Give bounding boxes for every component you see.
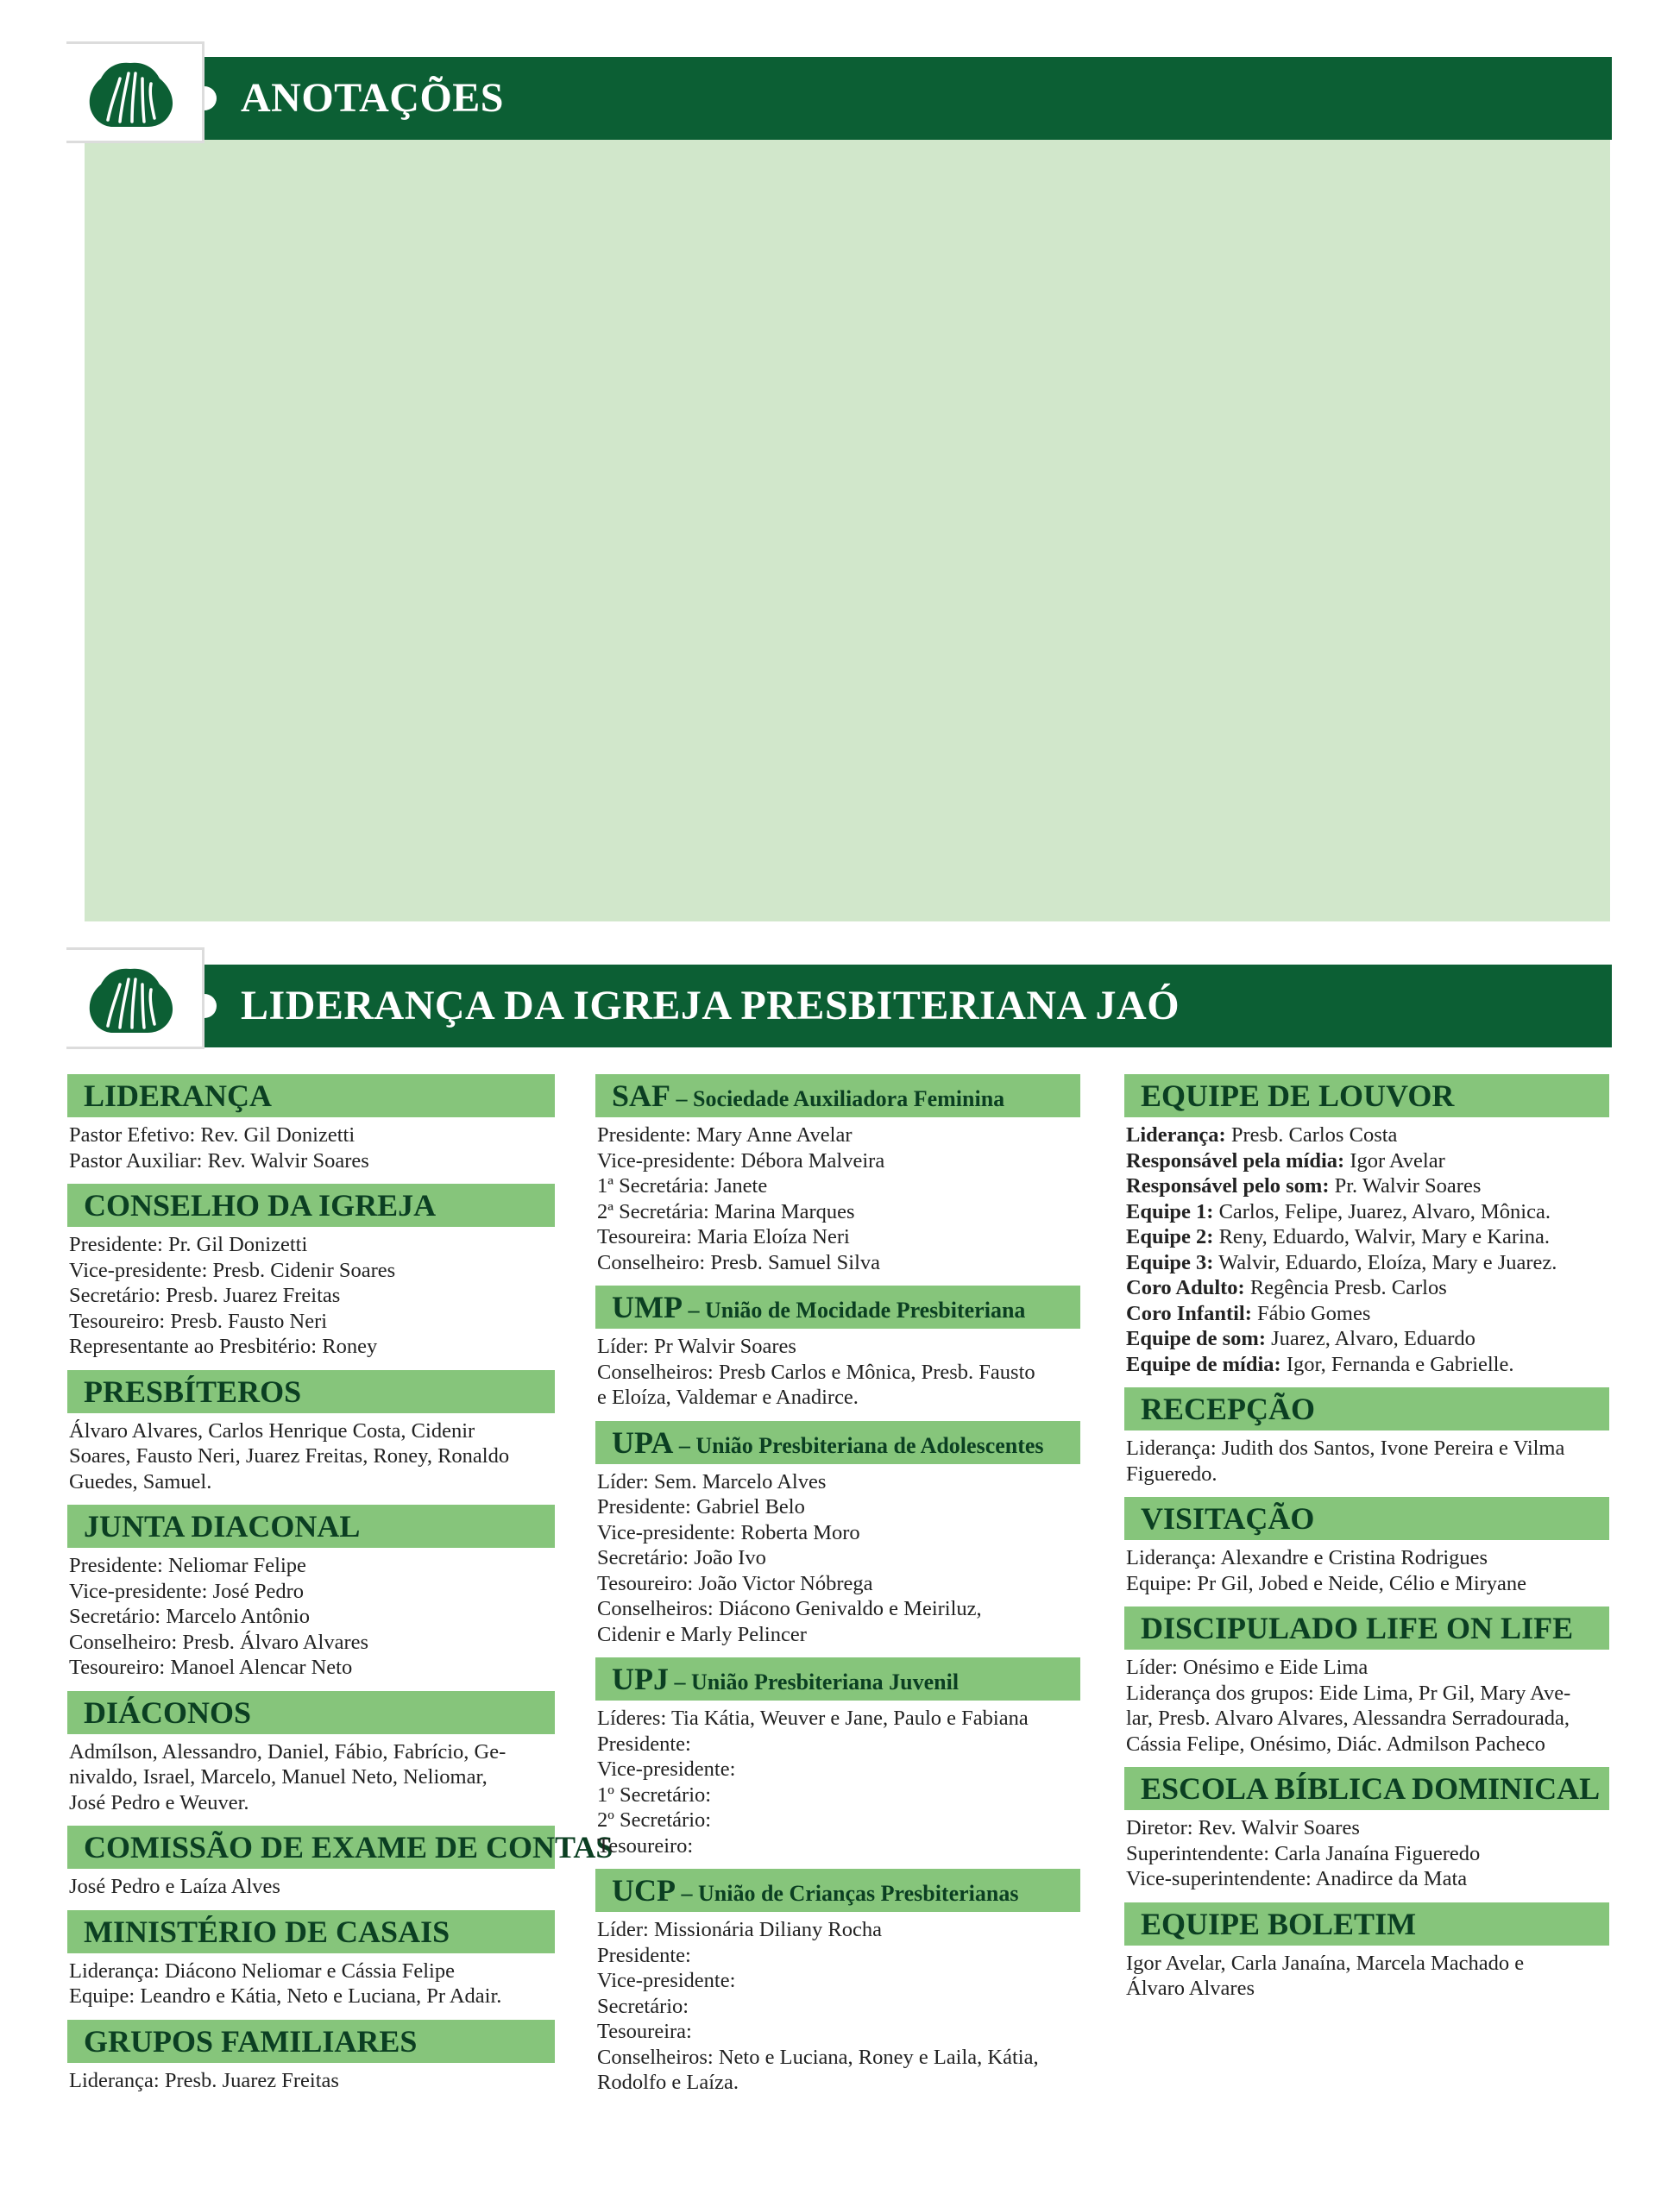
text-line: 2ª Secretária: Marina Marques [597, 1199, 855, 1223]
section-title [595, 1421, 1080, 1464]
burning-bush-icon [82, 959, 179, 1041]
text-line: Vice-presidente: Presb. Cidenir Soares [69, 1258, 396, 1282]
text-line: Presidente: Mary Anne Avelar [597, 1123, 853, 1147]
leadership-banner [204, 965, 1612, 1047]
section-body [1124, 1810, 1609, 1892]
section-subtitle: União Presbiteriana de Adolescentes [695, 1432, 1044, 1458]
section-body [595, 1464, 1080, 1648]
text-line: lar, Presb. Alvaro Alvares, Alessandra Serradourada, [1126, 1707, 1570, 1730]
section-body [67, 1117, 555, 1173]
text-line: Pastor Auxiliar: Rev. Walvir Soares [69, 1148, 369, 1173]
section-title: EQUIPE BOLETIM [1124, 1902, 1609, 1946]
text-line: Diretor: Rev. Walvir Soares [1126, 1816, 1360, 1839]
text-line: Cidenir e Marly Pelincer [597, 1622, 807, 1646]
text-line: Vice-presidente: [597, 1757, 736, 1781]
section-body [67, 2063, 555, 2094]
section-ucp [595, 1869, 1080, 2096]
section-subtitle: União de Crianças Presbiterianas [698, 1881, 1019, 1906]
section-title: COMISSÃO DE EXAME DE CONTAS [67, 1826, 555, 1869]
row-value: Carlos, Felipe, Juarez, Alvaro, Mônica. [1213, 1199, 1551, 1223]
section-presbiteros [67, 1370, 555, 1495]
row-value: Igor Avelar [1344, 1148, 1445, 1173]
section-sep: – [676, 1881, 698, 1906]
text-line: Tesoureiro: João Victor Nóbrega [597, 1571, 873, 1595]
text-line: 1ª Secretária: Janete [597, 1174, 768, 1198]
text-line: Tesoureira: [597, 2020, 692, 2043]
row-label: Responsável pela mídia: [1126, 1148, 1345, 1173]
section-equipe-boletim [1124, 1902, 1609, 2002]
section-title: PRESBÍTEROS [67, 1370, 555, 1413]
section-title: VISITAÇÃO [1124, 1497, 1609, 1540]
text-line: Presidente: Neliomar Felipe [69, 1554, 306, 1577]
section-title [595, 1074, 1080, 1117]
text-line: Liderança: Judith dos Santos, Ivone Pereira e Vilma [1126, 1437, 1565, 1460]
notes-title: ANOTAÇÕES [241, 75, 504, 121]
text-line: Presidente: [597, 1732, 691, 1756]
section-equipe-louvor [1124, 1074, 1609, 1377]
text-line: Liderança dos grupos: Eide Lima, Pr Gil, Mary Ave- [1126, 1681, 1571, 1705]
text-line: Conselheiro: Presb. Álvaro Alvares [69, 1630, 369, 1654]
row-label: Coro Infantil: [1126, 1301, 1252, 1325]
text-line: Figueredo. [1126, 1462, 1218, 1486]
text-line: Presidente: Gabriel Belo [597, 1495, 805, 1518]
section-grupos-familiares [67, 2020, 555, 2094]
text-line: Presidente: Pr. Gil Donizetti [69, 1233, 308, 1256]
text-line: Conselheiro: Presb. Samuel Silva [597, 1250, 880, 1274]
section-body [1124, 1650, 1609, 1757]
section-upj [595, 1657, 1080, 1858]
section-body [1124, 1430, 1609, 1487]
text-line: Admílson, Alessandro, Daniel, Fábio, Fabrício, Ge- [69, 1739, 507, 1764]
section-body [67, 1227, 555, 1360]
row-value: Igor, Fernanda e Gabrielle. [1280, 1352, 1514, 1376]
text-line: Líder: Sem. Marcelo Alves [597, 1469, 827, 1493]
section-abbr: UCP [612, 1873, 676, 1908]
section-visitacao [1124, 1497, 1609, 1596]
section-subtitle: Sociedade Auxiliadora Feminina [693, 1086, 1005, 1111]
text-line: Vice-superintendente: Anadirce da Mata [1126, 1867, 1468, 1890]
text-line: 1º Secretário: [597, 1783, 712, 1807]
notes-area[interactable] [85, 140, 1610, 921]
leadership-title: LIDERANÇA DA IGREJA PRESBITERIANA JAÓ [241, 983, 1180, 1028]
row-label: Equipe 3: [1126, 1250, 1214, 1274]
notes-banner [204, 57, 1612, 140]
section-title: ESCOLA BÍBLICA DOMINICAL [1124, 1767, 1609, 1810]
section-recepcao [1124, 1387, 1609, 1487]
row-value: Reny, Eduardo, Walvir, Mary e Karina. [1213, 1225, 1551, 1248]
logo-tab-leadership [66, 947, 204, 1049]
text-line: Superintendente: Carla Janaína Figueredo [1126, 1841, 1481, 1865]
text-line: Liderança: Presb. Juarez Freitas [69, 2068, 339, 2092]
text-line [1126, 1275, 1609, 1301]
text-line: Líder: Onésimo e Eide Lima [1126, 1656, 1369, 1679]
text-line: José Pedro e Laíza Alves [69, 1875, 280, 1898]
text-line: Conselheiros: Diácono Genivaldo e Meiriluz, [597, 1597, 982, 1620]
row-label: Equipe de mídia: [1126, 1352, 1281, 1376]
text-line: Conselheiros: Neto e Luciana, Roney e Laila, Kátia, [597, 2045, 1039, 2069]
section-title: CONSELHO DA IGREJA [67, 1184, 555, 1227]
text-line [1126, 1148, 1609, 1174]
row-value: Pr. Walvir Soares [1329, 1174, 1482, 1198]
text-line: Equipe: Leandro e Kátia, Neto e Luciana, Pr Adair. [69, 1984, 502, 2008]
section-body [1124, 1946, 1609, 2002]
row-label: Responsável pelo som: [1126, 1174, 1330, 1198]
section-abbr: UMP [612, 1290, 683, 1324]
row-label: Liderança: [1126, 1123, 1226, 1147]
text-line: Rodolfo e Laíza. [597, 2071, 739, 2094]
section-body [67, 1734, 555, 1816]
text-line [1126, 1326, 1609, 1352]
section-abbr: UPJ [612, 1662, 669, 1696]
section-title [595, 1657, 1080, 1701]
text-line: 2º Secretário: [597, 1808, 712, 1832]
row-label: Equipe 1: [1126, 1199, 1214, 1223]
text-line: Tesoureiro: Manoel Alencar Neto [69, 1656, 353, 1679]
row-value: Walvir, Eduardo, Eloíza, Mary e Juarez. [1213, 1250, 1557, 1274]
text-line: Guedes, Samuel. [69, 1469, 212, 1493]
section-body [1124, 1540, 1609, 1596]
text-line: Presidente: [597, 1943, 691, 1967]
text-line: Liderança: Diácono Neliomar e Cássia Felipe [69, 1959, 455, 1983]
burning-bush-icon [82, 53, 179, 135]
text-line: Vice-presidente: Débora Malveira [597, 1148, 885, 1173]
section-comissao-contas [67, 1826, 613, 1900]
section-sep: – [682, 1298, 705, 1323]
text-line: Secretário: Presb. Juarez Freitas [69, 1284, 341, 1307]
text-line: Secretário: João Ivo [597, 1546, 766, 1569]
section-body [595, 1912, 1080, 2096]
section-body [67, 1413, 555, 1495]
row-value: Juarez, Alvaro, Eduardo [1266, 1327, 1476, 1350]
text-line: Pastor Efetivo: Rev. Gil Donizetti [69, 1123, 356, 1147]
section-title: EQUIPE DE LOUVOR [1124, 1074, 1609, 1117]
section-ump [595, 1286, 1080, 1411]
text-line: Igor Avelar, Carla Janaína, Marcela Machado e [1126, 1951, 1525, 1975]
section-title: GRUPOS FAMILIARES [67, 2020, 555, 2063]
section-title: JUNTA DIACONAL [67, 1505, 555, 1548]
section-conselho [67, 1184, 555, 1360]
section-body [67, 1548, 555, 1681]
section-title [595, 1286, 1080, 1329]
text-line: Líder: Pr Walvir Soares [597, 1335, 796, 1358]
section-title: DISCIPULADO LIFE ON LIFE [1124, 1607, 1609, 1650]
text-line: Representante ao Presbitério: Roney [69, 1335, 378, 1358]
text-line: Secretário: Marcelo Antônio [69, 1605, 310, 1628]
section-abbr: SAF [612, 1078, 671, 1113]
row-label: Equipe 2: [1126, 1225, 1214, 1248]
section-body [67, 1869, 555, 1900]
text-line: Liderança: Alexandre e Cristina Rodrigues [1126, 1546, 1488, 1569]
section-body [595, 1117, 1080, 1275]
section-saf [595, 1074, 1080, 1275]
column-1 [67, 1074, 613, 2103]
section-title: MINISTÉRIO DE CASAIS [67, 1910, 555, 1953]
section-junta-diaconal [67, 1505, 555, 1681]
text-line: Líder: Missionária Diliany Rocha [597, 1918, 882, 1941]
text-line: Secretário: [597, 1994, 689, 2018]
text-line: Álvaro Alvares, Carlos Henrique Costa, Cidenir [69, 1418, 475, 1443]
text-line: José Pedro e Weuver. [69, 1790, 249, 1814]
section-lideranca [67, 1074, 555, 1173]
text-line [1126, 1352, 1609, 1378]
column-2 [595, 1074, 1080, 2106]
section-body [67, 1953, 555, 2009]
section-escola-biblica [1124, 1767, 1609, 1892]
section-subtitle: União de Mocidade Presbiteriana [704, 1298, 1026, 1323]
section-sep: – [673, 1432, 696, 1458]
section-ministerio-casais [67, 1910, 555, 2009]
text-line: Vice-presidente: Roberta Moro [597, 1520, 860, 1544]
row-label: Coro Adulto: [1126, 1276, 1245, 1299]
section-body [595, 1329, 1080, 1411]
section-subtitle: União Presbiteriana Juvenil [691, 1669, 960, 1695]
section-title: RECEPÇÃO [1124, 1387, 1609, 1430]
section-discipulado [1124, 1607, 1609, 1757]
section-sep: – [670, 1086, 694, 1111]
text-line: Soares, Fausto Neri, Juarez Freitas, Roney, Ronaldo [69, 1444, 510, 1468]
text-line: Tesoureiro: Presb. Fausto Neri [69, 1309, 328, 1333]
section-abbr: UPA [612, 1424, 674, 1460]
row-value: Fábio Gomes [1251, 1301, 1371, 1325]
row-value: Regência Presb. Carlos [1244, 1276, 1447, 1299]
text-line: Vice-presidente: José Pedro [69, 1579, 305, 1603]
row-label: Equipe de som: [1126, 1327, 1267, 1350]
text-line: Álvaro Alvares [1126, 1977, 1255, 2000]
column-3 [1124, 1074, 1609, 2012]
section-title [595, 1869, 1080, 1912]
text-line [1126, 1122, 1609, 1148]
text-line [1126, 1224, 1609, 1250]
text-line [1126, 1301, 1609, 1327]
text-line [1126, 1250, 1609, 1276]
text-line: nivaldo, Israel, Marcelo, Manuel Neto, Neliomar, [69, 1765, 488, 1789]
text-line [1126, 1199, 1609, 1225]
section-diaconos [67, 1691, 555, 1816]
text-line: Vice-presidente: [597, 1969, 736, 1992]
section-title: DIÁCONOS [67, 1691, 555, 1734]
text-line [1126, 1173, 1609, 1199]
text-line: Líderes: Tia Kátia, Weuver e Jane, Paulo e Fabiana [597, 1707, 1029, 1730]
text-line: e Eloíza, Valdemar e Anadirce. [597, 1386, 859, 1409]
section-body [595, 1701, 1080, 1858]
text-line: Tesoureira: Maria Eloíza Neri [597, 1225, 850, 1248]
text-line: Conselheiros: Presb Carlos e Mônica, Presb. Fausto [597, 1360, 1035, 1384]
text-line: Cássia Felipe, Onésimo, Diác. Admilson Pacheco [1126, 1732, 1545, 1756]
section-upa [595, 1421, 1080, 1648]
text-line: Tesoureiro: [597, 1833, 694, 1858]
text-line: Equipe: Pr Gil, Jobed e Neide, Célio e Miryane [1126, 1571, 1527, 1595]
section-body [1124, 1117, 1609, 1377]
row-value: Presb. Carlos Costa [1225, 1123, 1398, 1147]
section-sep: – [669, 1669, 691, 1695]
section-title: LIDERANÇA [67, 1074, 555, 1117]
logo-tab-notes [66, 41, 204, 143]
